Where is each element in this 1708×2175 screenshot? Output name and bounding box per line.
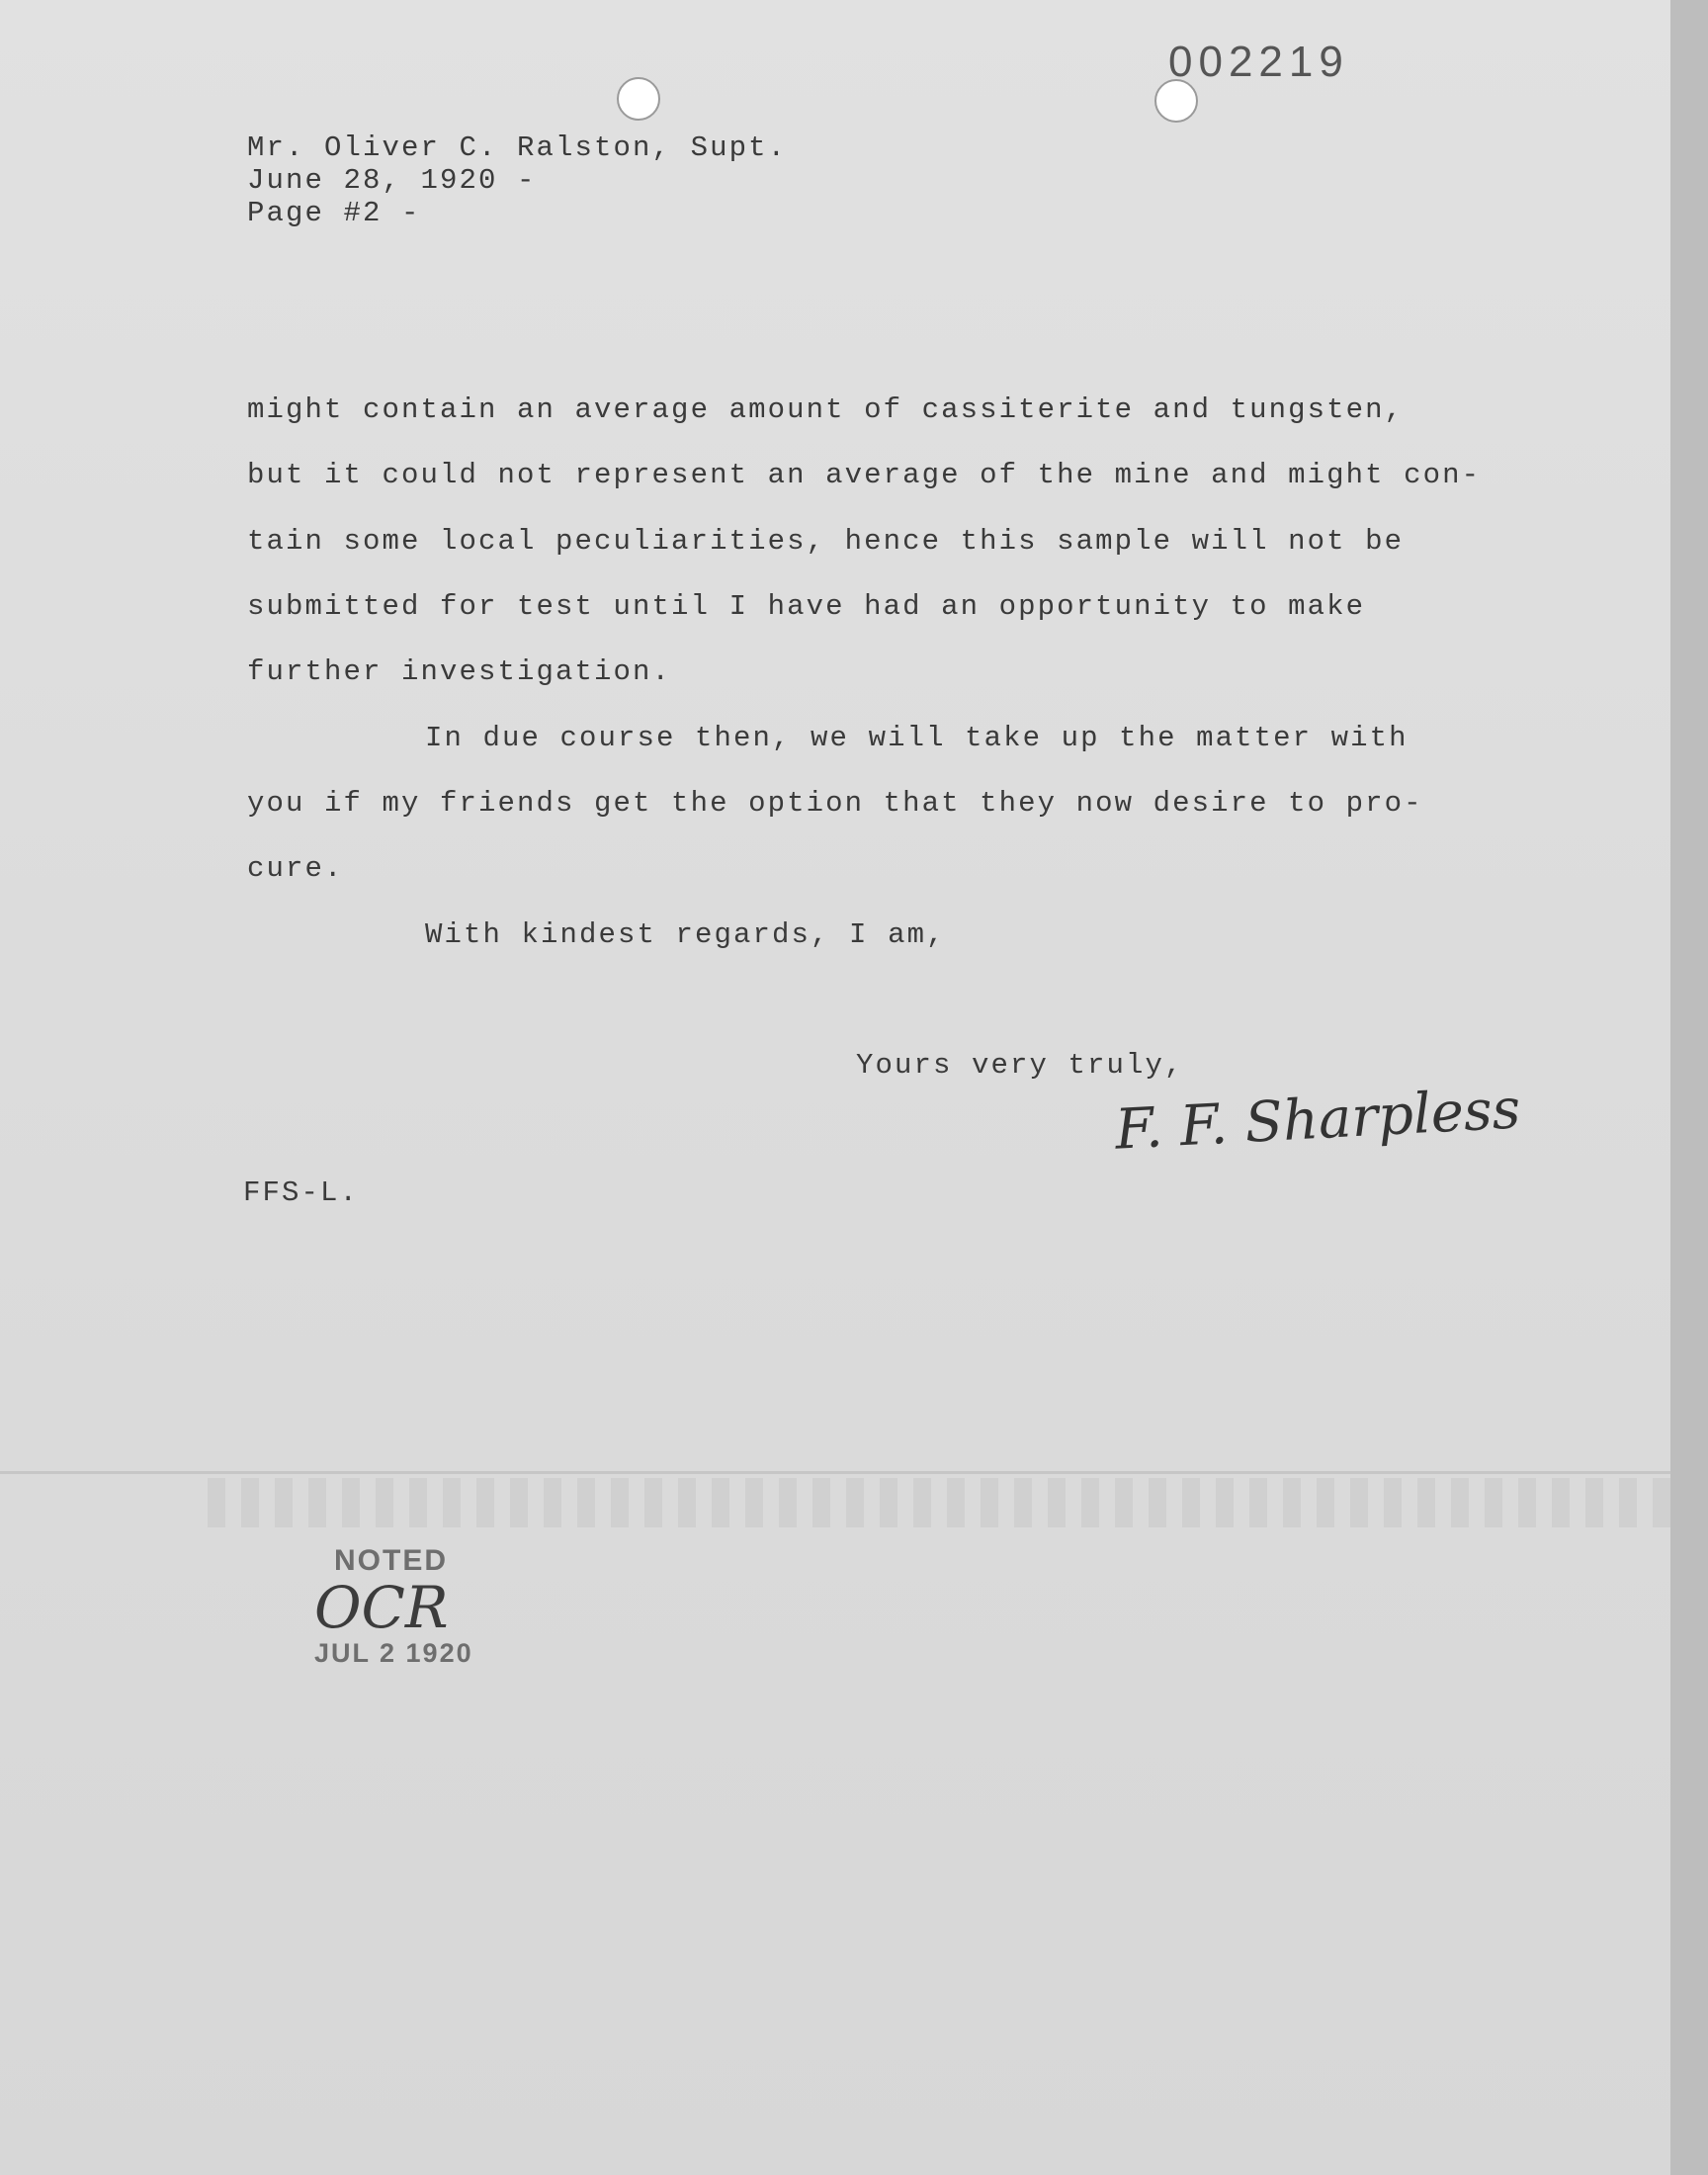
document-number: 002219 [1168,38,1349,86]
page-fold-line [0,1471,1670,1474]
typist-initials: FFS-L. [243,1176,360,1209]
header-page: Page #2 - [247,197,421,229]
body-line: but it could not represent an average of the mine and might con- [247,459,1482,491]
body-line: further investigation. [247,655,672,688]
header-addressee: Mr. Oliver C. Ralston, Supt. [247,131,788,164]
header-date: June 28, 1920 - [247,164,537,197]
closing-line: Yours very truly, [856,1049,1184,1082]
body-line: tain some local peculiarities, hence this sample will not be [247,525,1405,558]
page-edge [1670,0,1708,2175]
handwritten-signature: F. F. Sharpless [1113,1077,1522,1163]
body-line: might contain an average amount of cassiterite and tungsten, [247,393,1405,426]
noted-stamp-label: NOTED [334,1544,448,1577]
body-line: cure. [247,852,344,885]
body-line: submitted for test until I have had an opportunity to make [247,590,1366,623]
body-line: With kindest regards, I am, [425,918,946,951]
noted-stamp-date: JUL 2 1920 [314,1638,473,1668]
body-line: In due course then, we will take up the matter with [425,722,1409,754]
stamp-handwritten-initials: OCR [314,1574,449,1641]
body-line: you if my friends get the option that they now desire to pro- [247,787,1423,820]
show-through-text [208,1478,1670,1527]
punch-hole-left [617,77,660,121]
